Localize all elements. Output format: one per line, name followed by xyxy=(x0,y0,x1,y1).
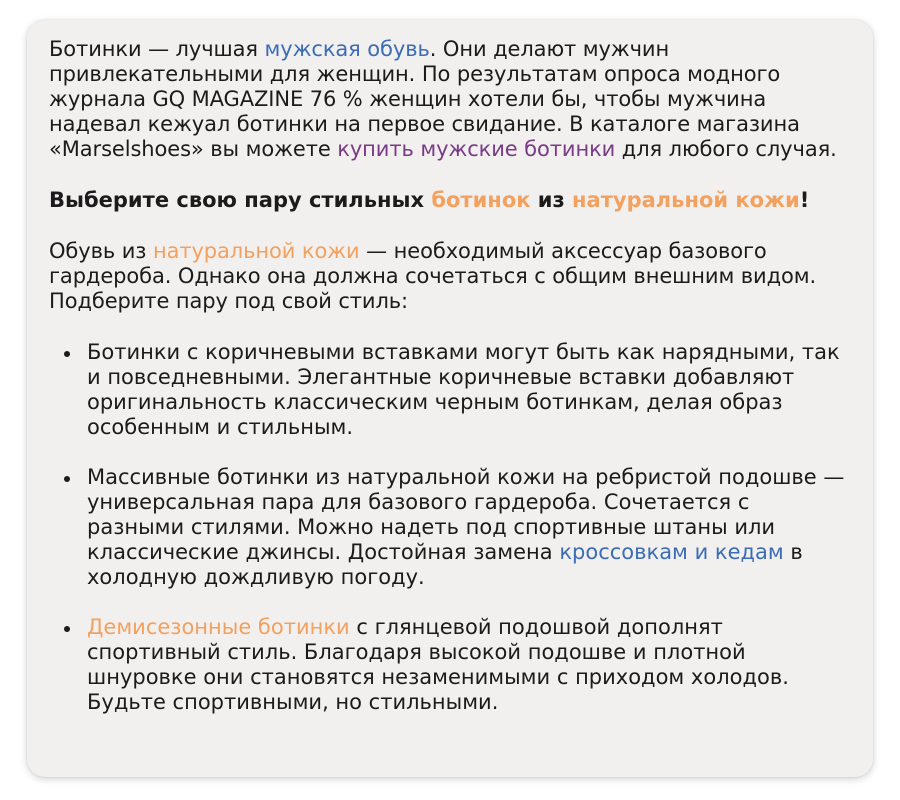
list-item-text: с глянцевой подошвой дополнят спортивный стиль. Благодаря высокой подошве и плотной шнуровке они становятся незаменимыми с приходом холодов. Будьте спортивными, но стильными. xyxy=(87,615,789,714)
sneakers-link[interactable]: кроссовкам и кедам xyxy=(559,540,784,564)
para2-text-2: — необходимый аксессуар базового гардероба. Однако она должна сочетаться с общим внешним видом. Подберите пару под свой стиль: xyxy=(49,239,817,313)
list-item-text: Массивные ботинки из натуральной кожи на ребристой подошве — универсальная пара для базового гардероба. Сочетается с разными стилями. Можно надеть под спортивные штаны или классические джинсы. Достойная замена xyxy=(87,465,845,564)
intro-text-3: для любого случая. xyxy=(615,137,837,161)
list-item-text: Ботинки с коричневыми вставками могут быть как нарядными, так и повседневными. Элегантные коричневые вставки добавляют оригинальность классическим черным ботинкам, делая образ особенным и стильным. xyxy=(87,340,840,439)
intro-paragraph xyxy=(49,37,851,162)
style-list xyxy=(49,340,851,715)
intro-text-2: . Они делают мужчин привлекательными для женщин. По результатам опроса модного журнала GQ MAGAZINE 76 % женщин хотели бы, чтобы мужчина надевал кежуал ботинки на первое свидание. В каталоге магазина «Marselshoes» вы можете xyxy=(49,37,800,161)
heading-text-1: Выберите свою пару стильных xyxy=(49,188,432,212)
section-heading xyxy=(49,188,851,213)
genuine-leather-heading-link[interactable]: натуральной кожи xyxy=(572,188,800,212)
list-item xyxy=(49,465,851,590)
list-item xyxy=(49,615,851,715)
list-item xyxy=(49,340,851,440)
bullet-dot-icon xyxy=(64,626,70,632)
heading-text-2: из xyxy=(530,188,573,212)
leather-paragraph xyxy=(49,239,851,314)
boots-link[interactable]: ботинок xyxy=(431,188,531,212)
heading-text-3: ! xyxy=(799,188,810,212)
para2-text-1: Обувь из xyxy=(49,239,153,263)
demi-season-boots-link[interactable]: Демисезонные ботинки xyxy=(87,615,350,639)
intro-text-1: Ботинки — лучшая xyxy=(49,37,265,61)
genuine-leather-link[interactable]: натуральной кожи xyxy=(152,239,360,263)
list-item-text-end: в холодную дождливую погоду. xyxy=(87,540,803,589)
bullet-dot-icon xyxy=(64,476,70,482)
bullet-dot-icon xyxy=(64,351,70,357)
content-card xyxy=(27,20,873,777)
buy-mens-boots-link[interactable]: купить мужские ботинки xyxy=(337,137,616,161)
mens-shoes-link[interactable]: мужская обувь xyxy=(264,37,430,61)
